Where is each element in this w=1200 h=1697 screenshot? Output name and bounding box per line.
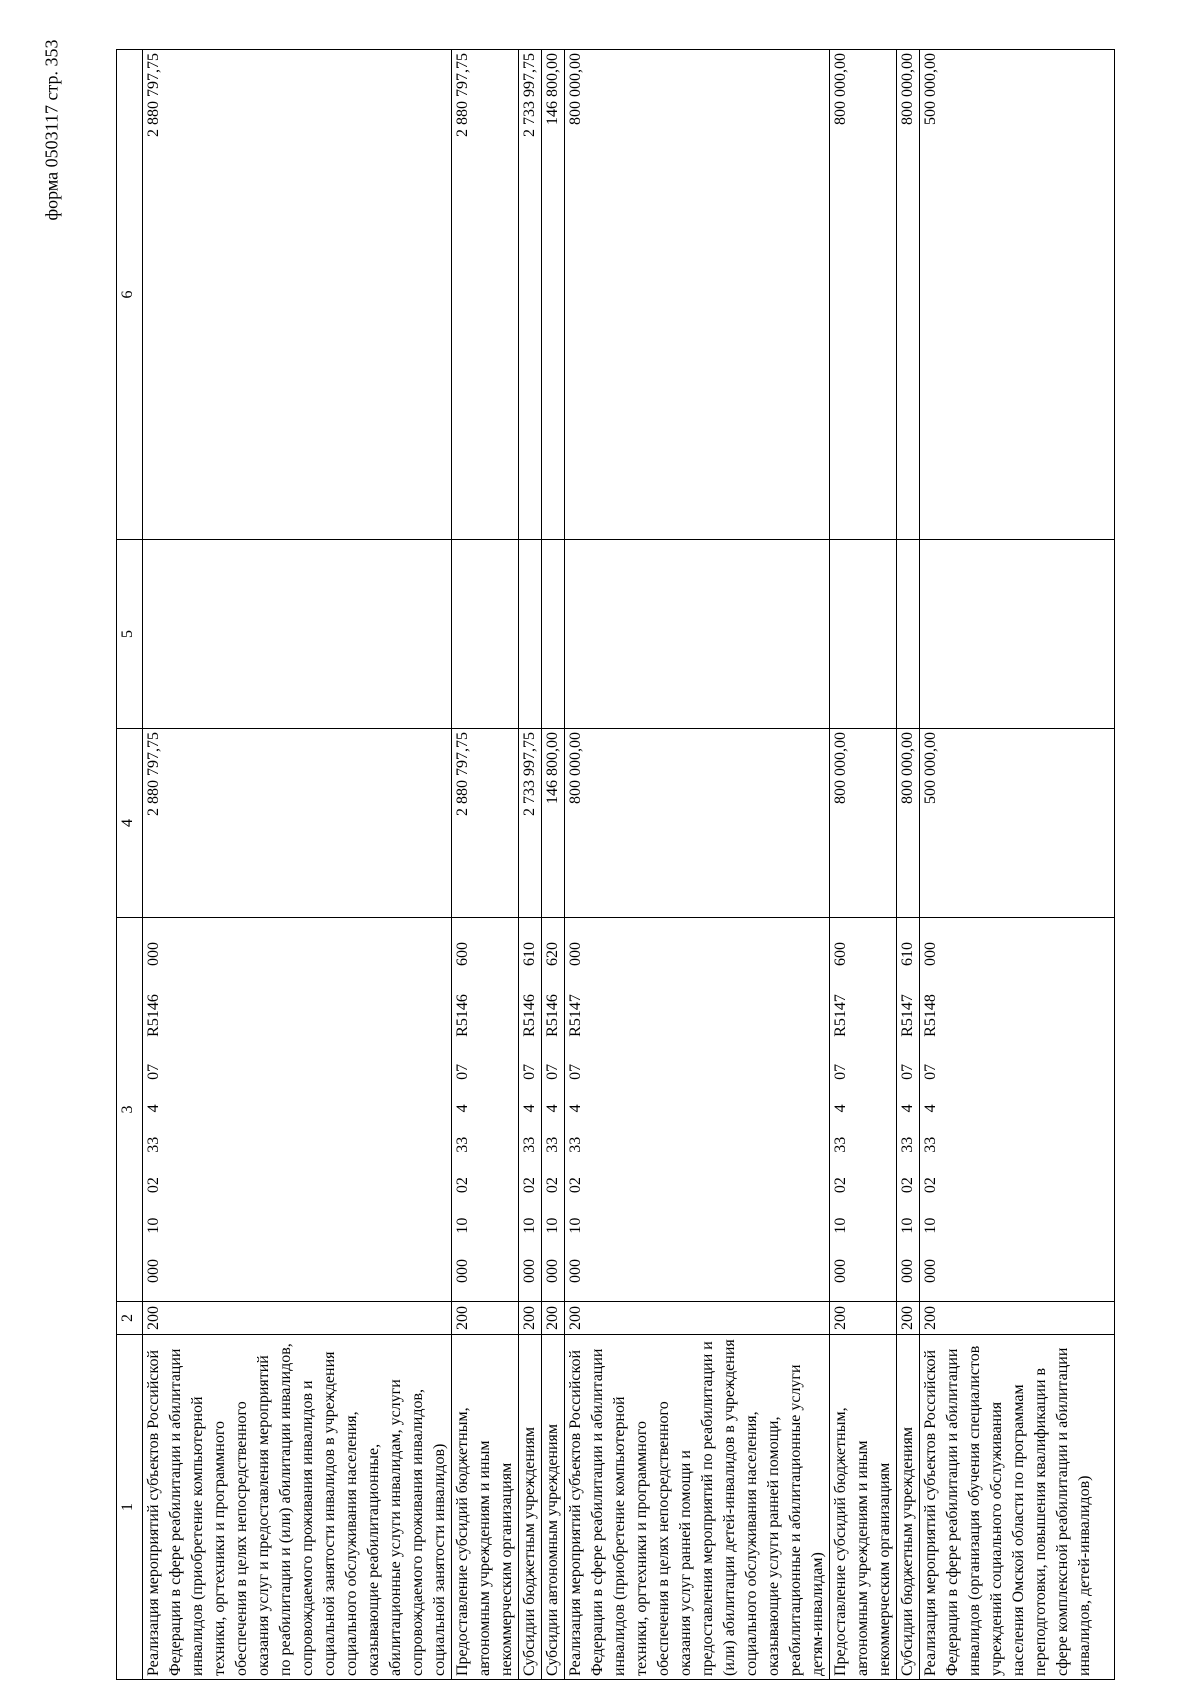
code-part: 000 (832, 1259, 849, 1283)
code-part: 10 (544, 1217, 561, 1234)
column-number: 4 (117, 729, 143, 918)
line-code: 200 (143, 1302, 452, 1335)
code-part: 000 (145, 1259, 162, 1283)
table-row (519, 50, 542, 1680)
code-part: 000 (454, 1259, 471, 1283)
line-code: 200 (830, 1302, 897, 1335)
code-part: R5146 (521, 994, 538, 1037)
row-name: Предоставление субсидий бюджетным, автономным учреждениям и иным некоммерческим организациям (830, 1335, 897, 1680)
code-part: 02 (145, 1177, 162, 1194)
executed-amount: 2 880 797,75 (452, 50, 519, 540)
row-name: Субсидии бюджетным учреждениям (897, 1335, 920, 1680)
budget-classification-code (542, 918, 565, 1302)
row-name: Субсидии бюджетным учреждениям (519, 1335, 542, 1680)
approved-amount: 146 800,00 (542, 729, 565, 918)
code-part: 07 (567, 1063, 584, 1080)
executed-amount: 146 800,00 (542, 50, 565, 540)
code-part: 33 (544, 1136, 561, 1153)
code-part: 4 (145, 1104, 162, 1113)
form-page-label: форма 0503117 стр. 353 (41, 39, 62, 221)
code-part: 02 (922, 1177, 939, 1194)
code-part: 610 (899, 942, 916, 967)
code-part: 07 (145, 1063, 162, 1080)
code-part: 10 (145, 1217, 162, 1234)
line-code: 200 (519, 1302, 542, 1335)
code-part: R5148 (922, 994, 939, 1037)
line-code: 200 (452, 1302, 519, 1335)
code-part: R5146 (145, 994, 162, 1037)
table-row (897, 50, 920, 1680)
budget-report-table (116, 49, 1115, 1680)
code-part: 600 (832, 942, 849, 967)
code-part: 000 (521, 1259, 538, 1283)
code-part: 02 (521, 1177, 538, 1194)
code-part: 33 (899, 1136, 916, 1153)
code-part: 02 (899, 1177, 916, 1194)
budget-classification-code (519, 918, 542, 1302)
line-code: 200 (920, 1302, 1115, 1335)
column-number: 6 (117, 50, 143, 540)
budget-classification-code (143, 918, 452, 1302)
code-part: 02 (544, 1177, 561, 1194)
table-row (542, 50, 565, 1680)
code-part: 4 (922, 1104, 939, 1113)
code-part: 07 (832, 1063, 849, 1080)
code-part: 07 (544, 1063, 561, 1080)
code-part: 000 (922, 942, 939, 967)
budget-classification-code (452, 918, 519, 1302)
column-number-row (117, 50, 143, 1680)
code-part: 33 (145, 1136, 162, 1153)
table-row (143, 50, 452, 1680)
code-part: 07 (922, 1063, 939, 1080)
column-5-value (452, 540, 519, 729)
table-row (920, 50, 1115, 1680)
code-part: 000 (922, 1259, 939, 1283)
code-part: 33 (454, 1136, 471, 1153)
approved-amount: 2 880 797,75 (143, 729, 452, 918)
approved-amount: 800 000,00 (897, 729, 920, 918)
executed-amount: 800 000,00 (565, 50, 830, 540)
code-part: 000 (544, 1259, 561, 1283)
code-part: 000 (567, 942, 584, 967)
executed-amount: 2 733 997,75 (519, 50, 542, 540)
row-name: Субсидии автономным учреждениям (542, 1335, 565, 1680)
code-part: 10 (567, 1217, 584, 1234)
row-name: Предоставление субсидий бюджетным, автономным учреждениям и иным некоммерческим организациям (452, 1335, 519, 1680)
table-row (452, 50, 519, 1680)
code-part: 07 (521, 1063, 538, 1080)
code-part: 620 (544, 942, 561, 967)
code-part: R5146 (544, 994, 561, 1037)
code-part: 33 (922, 1136, 939, 1153)
row-name: Реализация мероприятий субъектов Российской Федерации в сфере реабилитации и абилитации инвалидов (приобретение компьютерной техники, оргтехники и программного обеспечения в целях непосредственного оказания услуг ранней помощи и предоставления мероприятий по реабилитации и (или) абилитации детей-инвалидов в учреждения социального обслуживания населения, оказывающие услуги ранней помощи, реабилитационные и абилитационные услуги детям-инвалидам) (565, 1335, 830, 1680)
code-part: 10 (922, 1217, 939, 1234)
executed-amount: 2 880 797,75 (143, 50, 452, 540)
code-part: 07 (454, 1063, 471, 1080)
code-part: 4 (544, 1104, 561, 1113)
column-5-value (830, 540, 897, 729)
row-name: Реализация мероприятий субъектов Российской Федерации в сфере реабилитации и абилитации инвалидов (приобретение компьютерной техники, оргтехники и программного обеспечения в целях непосредственного оказания услуг и предоставления мероприятий по реабилитации и (или) абилитации инвалидов, сопровождаемого проживания инвалидов и социальной занятости инвалидов в учреждения социального обслуживания населения, оказывающие реабилитационные, абилитационные услуги инвалидам, услуги сопровождаемого проживания инвалидов, социальной занятости инвалидов) (143, 1335, 452, 1680)
budget-classification-code (920, 918, 1115, 1302)
line-code: 200 (542, 1302, 565, 1335)
column-number: 3 (117, 918, 143, 1302)
executed-amount: 800 000,00 (897, 50, 920, 540)
column-number: 5 (117, 540, 143, 729)
column-5-value (542, 540, 565, 729)
approved-amount: 800 000,00 (565, 729, 830, 918)
column-5-value (143, 540, 452, 729)
approved-amount: 2 733 997,75 (519, 729, 542, 918)
code-part: 4 (521, 1104, 538, 1113)
approved-amount: 800 000,00 (830, 729, 897, 918)
code-part: 000 (899, 1259, 916, 1283)
column-number: 1 (117, 1335, 143, 1680)
column-5-value (565, 540, 830, 729)
approved-amount: 2 880 797,75 (452, 729, 519, 918)
code-part: 33 (521, 1136, 538, 1153)
row-name: Реализация мероприятий субъектов Российской Федерации в сфере реабилитации и абилитации инвалидов (организация обучения специалистов учреждений социального обслуживания населения Омской области по программам переподготовки, повышения квалификации в сфере комплексной реабилитации и абилитации инвалидов, детей-инвалидов) (920, 1335, 1115, 1680)
column-5-value (920, 540, 1115, 729)
code-part: 10 (899, 1217, 916, 1234)
column-number: 2 (117, 1302, 143, 1335)
code-part: 10 (454, 1217, 471, 1234)
code-part: R5147 (899, 994, 916, 1037)
budget-classification-code (565, 918, 830, 1302)
approved-amount: 500 000,00 (920, 729, 1115, 918)
code-part: 4 (567, 1104, 584, 1113)
code-part: 33 (567, 1136, 584, 1153)
code-part: 610 (521, 942, 538, 967)
code-part: 600 (454, 942, 471, 967)
column-5-value (897, 540, 920, 729)
code-part: 000 (145, 942, 162, 967)
code-part: 10 (832, 1217, 849, 1234)
table-row (565, 50, 830, 1680)
code-part: 4 (832, 1104, 849, 1113)
code-part: 4 (454, 1104, 471, 1113)
executed-amount: 800 000,00 (830, 50, 897, 540)
code-part: 02 (567, 1177, 584, 1194)
code-part: 000 (567, 1259, 584, 1283)
rotated-page-content (116, 50, 1121, 1680)
code-part: R5146 (454, 994, 471, 1037)
code-part: R5147 (567, 994, 584, 1037)
table-row (830, 50, 897, 1680)
code-part: 02 (454, 1177, 471, 1194)
line-code: 200 (565, 1302, 830, 1335)
code-part: 33 (832, 1136, 849, 1153)
code-part: 02 (832, 1177, 849, 1194)
code-part: R5147 (832, 994, 849, 1037)
budget-classification-code (897, 918, 920, 1302)
code-part: 10 (521, 1217, 538, 1234)
budget-classification-code (830, 918, 897, 1302)
line-code: 200 (897, 1302, 920, 1335)
code-part: 07 (899, 1063, 916, 1080)
executed-amount: 500 000,00 (920, 50, 1115, 540)
column-5-value (519, 540, 542, 729)
code-part: 4 (899, 1104, 916, 1113)
